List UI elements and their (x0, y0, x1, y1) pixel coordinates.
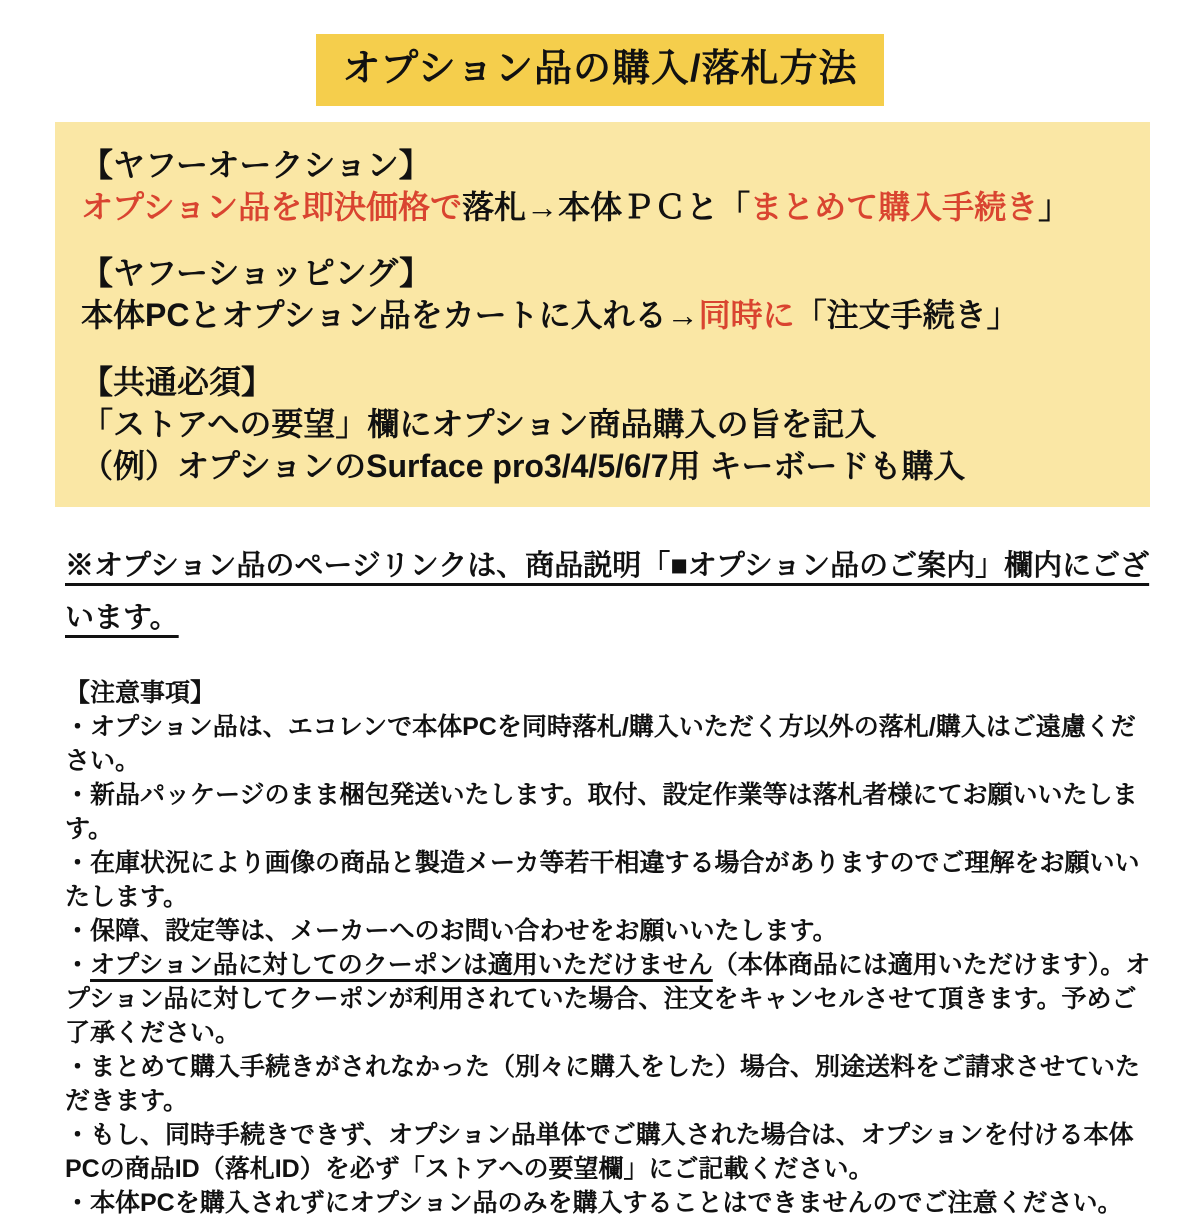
note-item: ・本体PCを購入されずにオプション品のみを購入することはできませんのでご注意ください。 (65, 1189, 1123, 1218)
common-heading: 【共通必須】 (81, 363, 274, 400)
common-example: （例）オプションのSurface pro3/4/5/6/7用 キーボードも購入 (81, 448, 966, 484)
note-item-coupon (65, 948, 1155, 1050)
shopping-black-phrase-2: 「注文手続き」 (794, 297, 1019, 334)
coupon-underlined-text: オプション品に対してのクーポンは適用いただけません (90, 951, 713, 980)
procedure-box (55, 122, 1150, 508)
note-item: ・もし、同時手続きできず、オプション品単体でご購入された場合は、オプションを付ける本体PCの商品ID（落札ID）を必ず「ストアへの要望欄」にご記載ください。 (65, 1121, 1134, 1184)
note-item: ・新品パッケージのまま梱包発送いたします。取付、設定作業等は落札者様にてお願いいたします。 (65, 781, 1138, 844)
shopping-heading: 【ヤフーショッピング】 (81, 255, 432, 292)
auction-section (81, 144, 1120, 228)
option-link-note-text: ※オプション品のページリンクは、商品説明「■オプション品のご案内」欄内にございます。 (65, 550, 1150, 634)
note-item: ・オプション品は、エコレンで本体PCを同時落札/購入いただく方以外の落札/購入はご遠慮ください。 (65, 713, 1136, 776)
note-item: ・在庫状況により画像の商品と製造メーカ等若干相違する場合がありますのでご理解をお願いいたします。 (65, 849, 1140, 912)
title-wrap (0, 34, 1200, 106)
shopping-black-phrase-1: 本体PCとオプション品をカートに入れる→ (81, 297, 699, 334)
common-instruction: 「ストアへの要望」欄にオプション商品購入の旨を記入 (81, 405, 877, 442)
shopping-section (81, 252, 1120, 336)
auction-red-phrase-2: まとめて購入手続き (750, 188, 1039, 225)
note-item: ・保障、設定等は、メーカーへのお問い合わせをお願いいたします。 (65, 917, 838, 946)
auction-heading: 【ヤフーオークション】 (81, 146, 431, 183)
shopping-red-phrase: 同時に (698, 297, 795, 334)
auction-red-phrase-1: オプション品を即決価格で (81, 188, 463, 225)
common-required-section (81, 361, 1120, 488)
page-title: オプション品の購入/落札方法 (316, 34, 883, 106)
option-link-note (65, 541, 1160, 644)
notes-section (65, 676, 1155, 1220)
note-item: ・まとめて購入手続きがされなかった（別々に購入をした）場合、別途送料をご請求させていただきます。 (65, 1053, 1141, 1116)
shopping-instruction (81, 294, 1120, 336)
coupon-bullet: ・ (65, 951, 91, 980)
auction-black-phrase-2: 」 (1038, 188, 1071, 225)
coupon-rest-text: （本体商品には適用いただけます）。オプション品に対してクーポンが利用されていた場合、注文をキャンセルさせて頂きます。予めご了承ください。 (65, 951, 1151, 1048)
auction-black-phrase-1: 落札→本体ＰＣと「 (462, 188, 751, 225)
notes-heading: 【注意事項】 (65, 679, 216, 708)
auction-instruction (81, 186, 1120, 228)
